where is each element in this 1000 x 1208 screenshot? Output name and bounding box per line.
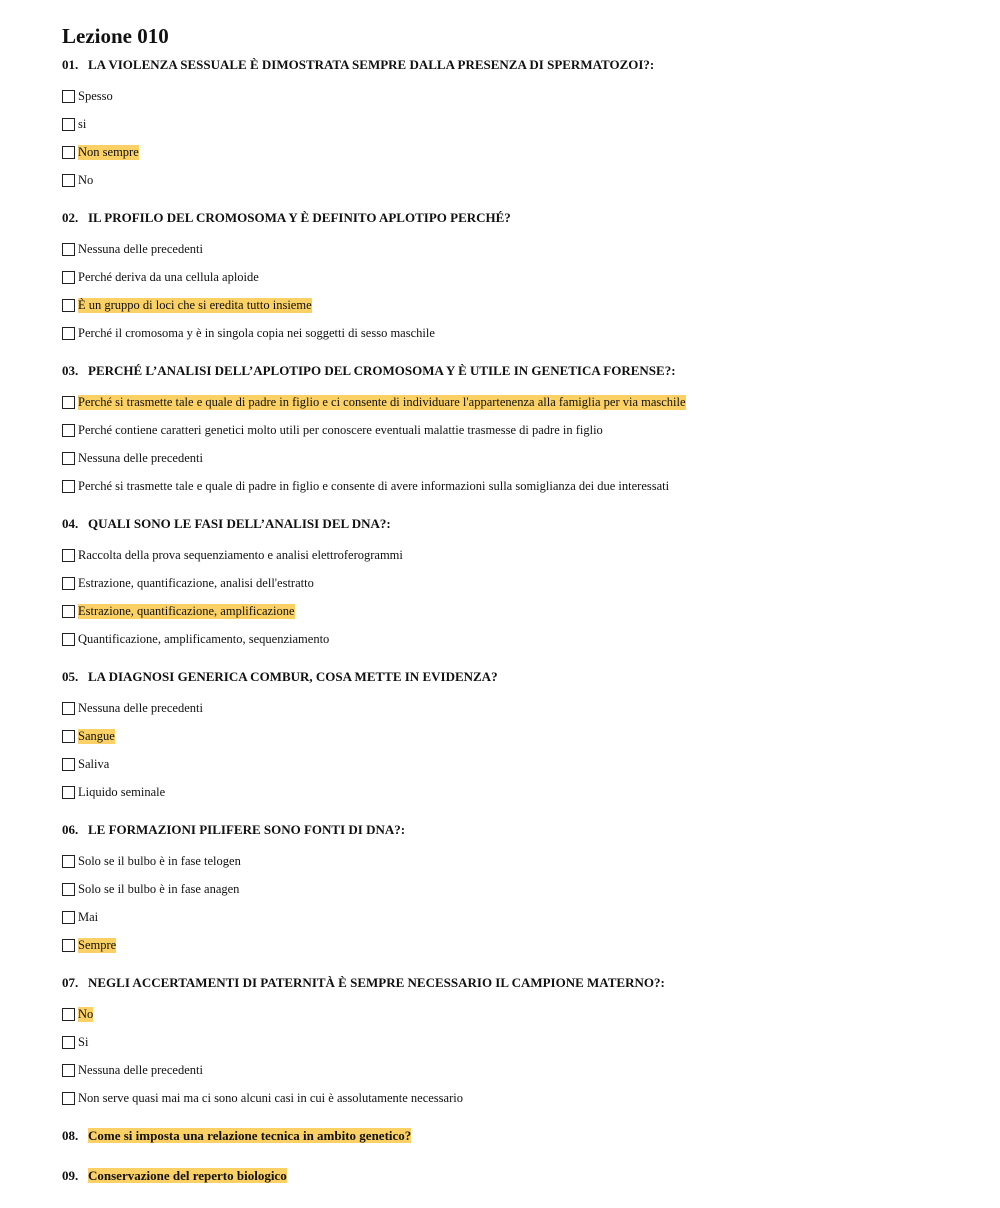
question-text	[62, 363, 962, 379]
answer-option-label: Non serve quasi mai ma ci sono alcuni casi in cui è assolutamente necessario	[78, 1090, 463, 1105]
checkbox-icon[interactable]	[62, 396, 75, 409]
answer-option-label: Nessuna delle precedenti	[78, 1062, 203, 1077]
question-number: 02.	[62, 210, 79, 225]
question-text	[62, 516, 962, 532]
checkbox-icon[interactable]	[62, 577, 75, 590]
open-question-label-highlighted: Conservazione del reperto biologico	[88, 1168, 287, 1183]
answer-option-label: Spesso	[78, 88, 113, 103]
answer-option[interactable]	[62, 597, 962, 625]
checkbox-icon[interactable]	[62, 633, 75, 646]
question-block	[62, 822, 962, 959]
answer-option[interactable]	[62, 138, 962, 166]
answer-option[interactable]	[62, 444, 962, 472]
question-list	[62, 57, 962, 1112]
open-question-text	[62, 1168, 962, 1184]
question-number: 07.	[62, 975, 79, 990]
question-number: 06.	[62, 822, 79, 837]
question-block	[62, 210, 962, 347]
checkbox-icon[interactable]	[62, 1064, 75, 1077]
answer-option-label-highlighted: Estrazione, quantificazione, amplificazione	[78, 603, 295, 618]
checkbox-icon[interactable]	[62, 271, 75, 284]
question-text	[62, 975, 962, 991]
checkbox-icon[interactable]	[62, 174, 75, 187]
answer-option-label: No	[78, 172, 94, 187]
answer-option[interactable]	[62, 569, 962, 597]
question-text	[62, 669, 962, 685]
checkbox-icon[interactable]	[62, 786, 75, 799]
question-number: 03.	[62, 363, 79, 378]
document-page	[62, 24, 962, 1208]
answer-option[interactable]	[62, 1000, 962, 1028]
question-text	[62, 57, 962, 73]
checkbox-icon[interactable]	[62, 146, 75, 159]
checkbox-icon[interactable]	[62, 480, 75, 493]
checkbox-icon[interactable]	[62, 605, 75, 618]
answer-option-label: Perché deriva da una cellula aploide	[78, 269, 259, 284]
question-text	[62, 822, 962, 838]
answer-option[interactable]	[62, 388, 962, 416]
checkbox-icon[interactable]	[62, 424, 75, 437]
question-label: LA VIOLENZA SESSUALE È DIMOSTRATA SEMPRE DALLA PRESENZA DI SPERMATOZOI?:	[88, 57, 655, 72]
answer-option-label: Raccolta della prova sequenziamento e analisi elettroferogrammi	[78, 547, 403, 562]
question-number: 08.	[62, 1128, 79, 1143]
answer-option[interactable]	[62, 416, 962, 444]
answer-option-label: Saliva	[78, 756, 110, 771]
answer-option-label-highlighted: Sangue	[78, 728, 115, 743]
checkbox-icon[interactable]	[62, 911, 75, 924]
answer-option[interactable]	[62, 1028, 962, 1056]
answer-option-label: Perché si trasmette tale e quale di padre in figlio e consente di avere informazioni sulla somiglianza dei due interessati	[78, 478, 670, 493]
open-question-label-highlighted: Come si imposta una relazione tecnica in ambito genetico?	[88, 1128, 412, 1143]
answer-option-label-highlighted: Sempre	[78, 937, 117, 952]
answer-option-label: Perché contiene caratteri genetici molto utili per conoscere eventuali malattie trasmesse di padre in figlio	[78, 422, 603, 437]
answer-option-label-highlighted: Non sempre	[78, 144, 139, 159]
question-label: LA DIAGNOSI GENERICA COMBUR, COSA METTE IN EVIDENZA?	[88, 669, 498, 684]
answer-option-label-highlighted: È un gruppo di loci che si eredita tutto insieme	[78, 297, 312, 312]
page-title: Lezione 010	[62, 24, 169, 48]
open-question-list	[62, 1128, 962, 1184]
question-label: PERCHÉ L’ANALISI DELL’APLOTIPO DEL CROMOSOMA Y È UTILE IN GENETICA FORENSE?:	[88, 363, 676, 378]
answer-option-label: Liquido seminale	[78, 784, 166, 799]
checkbox-icon[interactable]	[62, 1036, 75, 1049]
answer-option-label: Nessuna delle precedenti	[78, 241, 203, 256]
answer-option[interactable]	[62, 291, 962, 319]
answer-option[interactable]	[62, 319, 962, 347]
answer-option[interactable]	[62, 1056, 962, 1084]
answer-option-label: Nessuna delle precedenti	[78, 700, 203, 715]
question-block	[62, 669, 962, 806]
answer-option-label: Solo se il bulbo è in fase telogen	[78, 853, 241, 868]
answer-option[interactable]	[62, 1084, 962, 1112]
checkbox-icon[interactable]	[62, 452, 75, 465]
question-block	[62, 57, 962, 194]
question-number: 01.	[62, 57, 79, 72]
checkbox-icon[interactable]	[62, 730, 75, 743]
question-block	[62, 516, 962, 653]
answer-option-label: Estrazione, quantificazione, analisi dell'estratto	[78, 575, 314, 590]
answer-option[interactable]	[62, 166, 962, 194]
answer-option[interactable]	[62, 625, 962, 653]
answer-option-label: Quantificazione, amplificamento, sequenziamento	[78, 631, 330, 646]
open-question-text	[62, 1128, 962, 1144]
question-number: 09.	[62, 1168, 79, 1183]
question-label: QUALI SONO LE FASI DELL’ANALISI DEL DNA?:	[88, 516, 391, 531]
checkbox-icon[interactable]	[62, 549, 75, 562]
answer-option[interactable]	[62, 875, 962, 903]
answer-option[interactable]	[62, 541, 962, 569]
answer-option-label-highlighted: Perché si trasmette tale e quale di padre in figlio e ci consente di individuare l'appartenenza alla famiglia per via maschile	[78, 394, 686, 409]
answer-option[interactable]	[62, 847, 962, 875]
answer-option[interactable]	[62, 694, 962, 722]
answer-option-label: Solo se il bulbo è in fase anagen	[78, 881, 240, 896]
answer-option[interactable]	[62, 778, 962, 806]
checkbox-icon[interactable]	[62, 702, 75, 715]
answer-option[interactable]	[62, 82, 962, 110]
checkbox-icon[interactable]	[62, 90, 75, 103]
question-number: 04.	[62, 516, 79, 531]
answer-option[interactable]	[62, 235, 962, 263]
answer-option[interactable]	[62, 263, 962, 291]
checkbox-icon[interactable]	[62, 855, 75, 868]
answer-option[interactable]	[62, 931, 962, 959]
checkbox-icon[interactable]	[62, 299, 75, 312]
checkbox-icon[interactable]	[62, 939, 75, 952]
answer-option-label: Perché il cromosoma y è in singola copia nei soggetti di sesso maschile	[78, 325, 435, 340]
answer-option[interactable]	[62, 750, 962, 778]
checkbox-icon[interactable]	[62, 1092, 75, 1105]
answer-option-label: si	[78, 116, 87, 131]
answer-option-label: Nessuna delle precedenti	[78, 450, 203, 465]
question-block	[62, 363, 962, 500]
checkbox-icon[interactable]	[62, 243, 75, 256]
question-number: 05.	[62, 669, 79, 684]
checkbox-icon[interactable]	[62, 758, 75, 771]
checkbox-icon[interactable]	[62, 118, 75, 131]
checkbox-icon[interactable]	[62, 883, 75, 896]
question-label: LE FORMAZIONI PILIFERE SONO FONTI DI DNA?:	[88, 822, 406, 837]
answer-option[interactable]	[62, 472, 962, 500]
answer-option-label-highlighted: No	[78, 1006, 94, 1021]
answer-option[interactable]	[62, 722, 962, 750]
checkbox-icon[interactable]	[62, 1008, 75, 1021]
answer-option-label: Mai	[78, 909, 99, 924]
answer-option[interactable]	[62, 903, 962, 931]
checkbox-icon[interactable]	[62, 327, 75, 340]
question-label: NEGLI ACCERTAMENTI DI PATERNITÀ È SEMPRE NECESSARIO IL CAMPIONE MATERNO?:	[88, 975, 665, 990]
question-text	[62, 210, 962, 226]
answer-option-label: Si	[78, 1034, 89, 1049]
question-block	[62, 975, 962, 1112]
answer-option[interactable]	[62, 110, 962, 138]
question-label: IL PROFILO DEL CROMOSOMA Y È DEFINITO APLOTIPO PERCHÉ?	[88, 210, 511, 225]
